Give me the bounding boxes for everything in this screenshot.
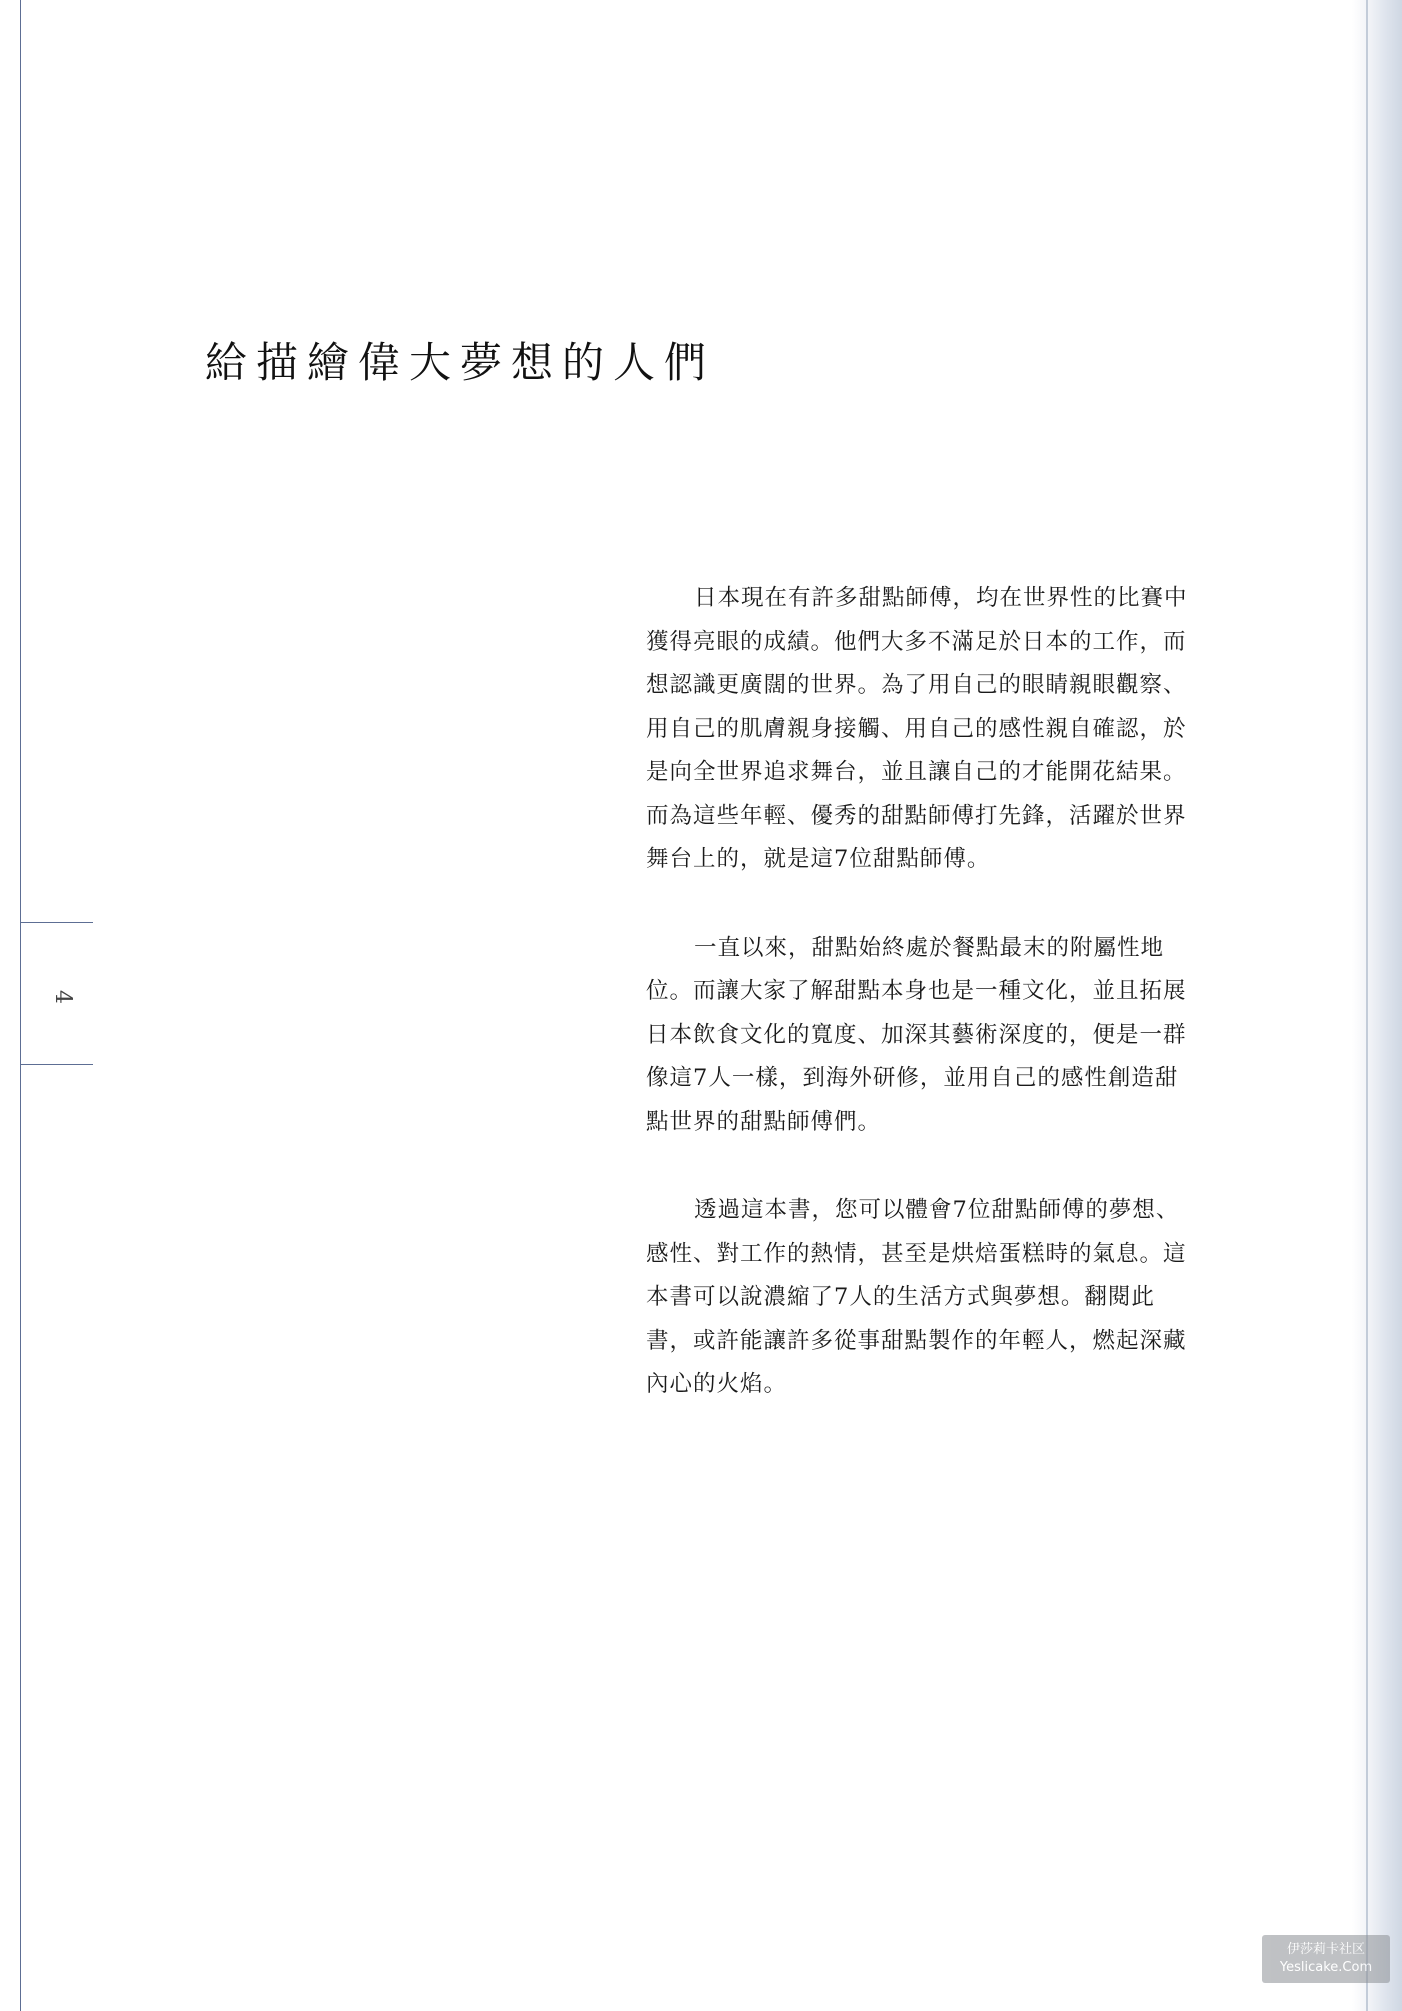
text-line: 一直以來，甜點始終處於餐點最末的附屬性地 [694,934,1165,961]
text-line: 位。而讓大家了解甜點本身也是一種文化，並且拓展 [646,978,1187,1004]
site-watermark [1262,1935,1390,1983]
text-line: 獲得亮眼的成績。他們大多不滿足於日本的工作，而 [646,628,1187,655]
folio-rule-bottom [20,1064,93,1065]
watermark-line-2: Yeslicake.Com [1279,1960,1373,1975]
paragraph-1 [646,577,1206,882]
text-line: 感性、對工作的熱情，甚至是烘焙蛋糕時的氣息。這 [646,1240,1187,1267]
text-line: 用自己的肌膚親身接觸、用自己的感性親自確認，於 [646,715,1187,742]
text-line: 舞台上的，就是這7位甜點師傅。 [646,846,991,872]
folio-rule-top [20,922,93,923]
text-line: 日本飲食文化的寬度、加深其藝術深度的，便是一群 [646,1021,1187,1048]
paragraph-3 [646,1189,1206,1407]
text-line: 書，或許能讓許多從事甜點製作的年輕人，燃起深藏 [646,1327,1187,1354]
page-number: 4 [50,990,75,1004]
body-text [646,577,1206,1452]
text-line: 像這7人一樣，到海外研修，並用自己的感性創造甜 [646,1065,1179,1091]
text-line: 想認識更廣闊的世界。為了用自己的眼睛親眼觀察、 [646,672,1187,698]
text-line: 日本現在有許多甜點師傅，均在世界性的比賽中 [694,585,1188,611]
margin-rule [20,0,21,2011]
text-line: 是向全世界追求舞台，並且讓自己的才能開花結果。 [646,759,1187,785]
page-title: 給描繪偉大夢想的人們 [205,338,716,387]
text-line: 透過這本書，您可以體會7位甜點師傅的夢想、 [694,1197,1180,1223]
watermark-line-1: 伊莎莉卡社区 [1286,1942,1365,1957]
text-line: 而為這些年輕、優秀的甜點師傅打先鋒，活躍於世界 [646,802,1187,829]
text-line: 點世界的甜點師傅們。 [646,1108,882,1135]
paragraph-2 [646,927,1206,1145]
text-line: 本書可以說濃縮了7人的生活方式與夢想。翻閱此 [646,1284,1155,1310]
text-line: 內心的火焰。 [646,1371,788,1397]
page-edge-line [1366,0,1368,2011]
page-edge-shadow [1352,0,1402,2011]
